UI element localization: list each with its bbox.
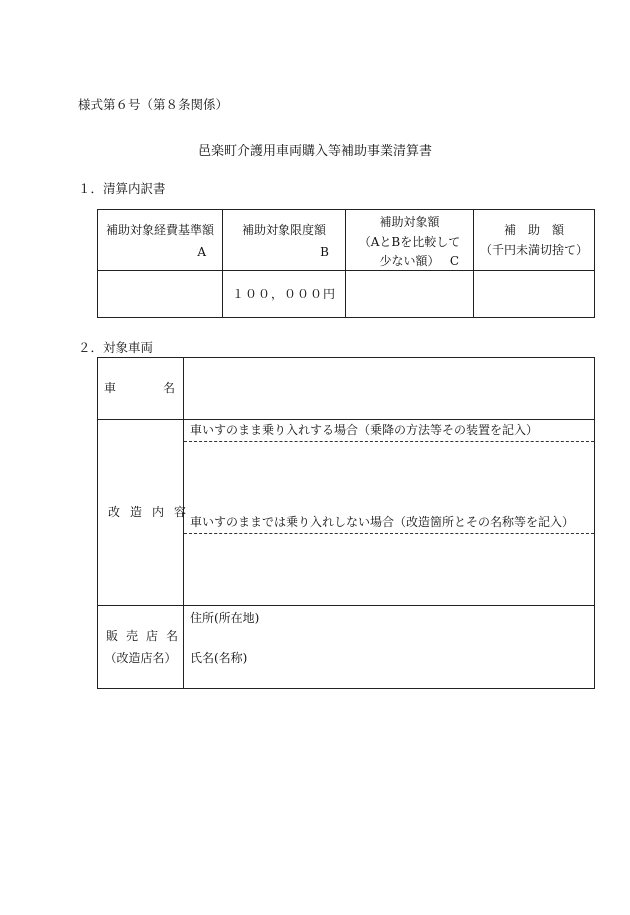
modification-row — [98, 420, 595, 606]
document-title: 邑楽町介護用車両購入等補助事業清算書 — [197, 144, 432, 159]
modification-field — [184, 420, 595, 606]
value-subsidy-target[interactable] — [346, 271, 474, 318]
header-standard-amount: 補助対象経費基準額 A — [98, 210, 223, 271]
vehicle-name-label: 車 名 — [98, 358, 184, 420]
section2-heading: ２．対象車両 — [78, 340, 154, 355]
vehicle-table — [97, 357, 595, 689]
shop-name-label: 氏名(名称) — [190, 651, 248, 665]
breakdown-value-row — [98, 271, 595, 318]
value-standard-amount[interactable] — [98, 271, 223, 318]
wheelchair-ride-subheader: 車いすのまま乗り入れする場合（乗降の方法等その装置を記入） — [184, 420, 594, 442]
shop-row — [98, 606, 595, 689]
header-limit-amount: 補助対象限度額 B — [223, 210, 346, 271]
shop-field[interactable] — [184, 606, 595, 689]
breakdown-header-row — [98, 210, 595, 271]
wheelchair-no-ride-subheader: 車いすのままでは乗り入れしない場合（改造箇所とその名称等を記入） — [184, 512, 594, 534]
vehicle-name-row — [98, 358, 595, 420]
modification-label-cell: 改造内容 — [98, 420, 184, 606]
header-subsidy-target: 補助対象額 （AとBを比較して 少ない額） C — [346, 210, 474, 271]
shop-label-cell: 販売店名 （改造店名） — [98, 606, 184, 689]
breakdown-table — [97, 209, 595, 318]
section1-heading: １．清算内訳書 — [78, 181, 166, 196]
shop-address-label: 住所(所在地) — [190, 611, 260, 625]
value-limit-amount: １００，０００円 — [223, 271, 346, 318]
header-subsidy-amount: 補助額 （千円未満切捨て） — [474, 210, 595, 271]
value-subsidy-amount[interactable] — [474, 271, 595, 318]
vehicle-name-field[interactable] — [184, 358, 595, 420]
form-number: 様式第６号（第８条関係） — [78, 97, 229, 112]
